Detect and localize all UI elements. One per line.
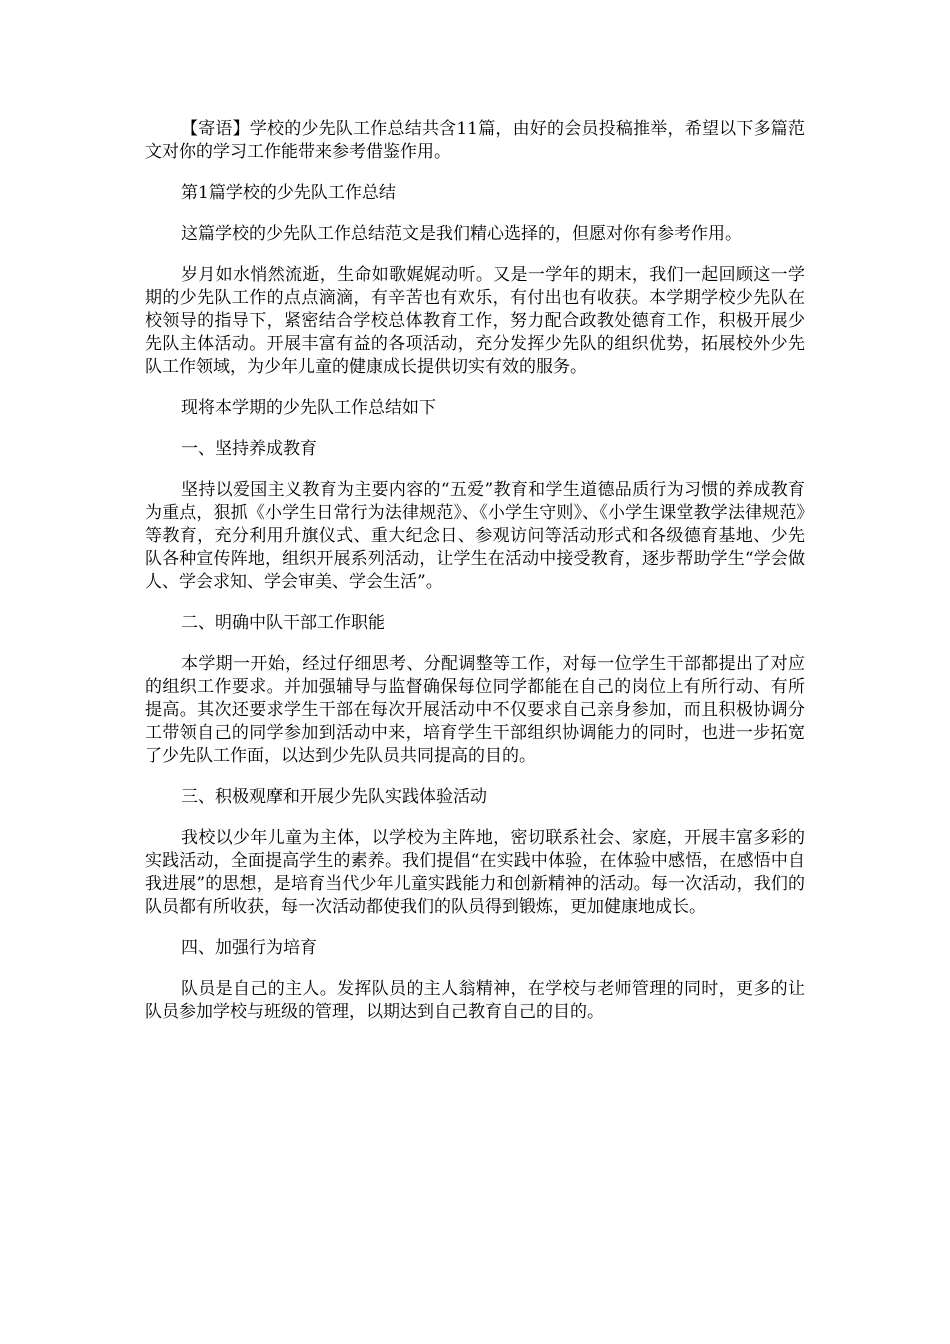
paragraph-1: 岁月如水悄然流逝，生命如歌娓娓动听。又是一学年的期末，我们一起回顾这一学期的少先队工作的点点滴滴，有辛苦也有欢乐，有付出也有收获。本学期学校少先队在校领导的指导下，紧密结合学校总体教育工作，努力配合政教处德育工作，积极开展少先队主体活动。开展丰富有益的各项活动，充分发挥少先队的组织优势，拓展校外少先队工作领域，为少年儿童的健康成长提供切实有效的服务。 bbox=[145, 265, 805, 377]
article-title: 第1篇学校的少先队工作总结 bbox=[181, 183, 396, 203]
paragraph-2: 现将本学期的少先队工作总结如下 bbox=[181, 398, 436, 418]
section-heading-2: 二、明确中队干部工作职能 bbox=[181, 613, 385, 633]
intro-paragraph: 【寄语】学校的少先队工作总结共含11篇，由好的会员投稿推举，希望以下多篇范文对你的学习工作能带来参考借鉴作用。 bbox=[145, 119, 805, 162]
section-heading-4: 四、加强行为培育 bbox=[181, 938, 317, 958]
paragraph-3: 坚持以爱国主义教育为主要内容的“五爱”教育和学生道德品质行为习惯的养成教育为重点，狠抓《小学生日常行为法律规范》、《小学生守则》、《小学生课堂教学法律规范》等教育，充分利用升旗仪式、重大纪念日、参观访问等活动形式和各级德育基地、少先队各种宣传阵地，组织开展系列活动，让学生在活动中接受教育，逐步帮助学生“学会做人、学会求知、学会审美、学会生活”。 bbox=[145, 480, 805, 592]
paragraph-5: 我校以少年儿童为主体，以学校为主阵地，密切联系社会、家庭，开展丰富多彩的实践活动，全面提高学生的素养。我们提倡“在实践中体验，在体验中感悟，在感悟中自我进展”的思想，是培育当代少年儿童实践能力和创新精神的活动。每一次活动，我们的队员都有所收获，每一次活动都使我们的队员得到锻炼，更加健康地成长。 bbox=[145, 828, 805, 917]
paragraph-4: 本学期一开始，经过仔细思考、分配调整等工作，对每一位学生干部都提出了对应的组织工作要求。并加强辅导与监督确保每位同学都能在自己的岗位上有所行动、有所提高。其次还要求学生干部在每次开展活动中不仅要求自己亲身参加，而且积极协调分工带领自己的同学参加到活动中来，培育学生干部组织协调能力的同时，也进一步拓宽了少先队工作面，以达到少先队员共同提高的目的。 bbox=[145, 654, 805, 766]
section-heading-3: 三、积极观摩和开展少先队实践体验活动 bbox=[181, 787, 487, 807]
section-heading-1: 一、坚持养成教育 bbox=[181, 439, 317, 459]
document-page bbox=[145, 118, 805, 1024]
paragraph-6: 队员是自己的主人。发挥队员的主人翁精神，在学校与老师管理的同时，更多的让队员参加学校与班级的管理，以期达到自己教育自己的目的。 bbox=[145, 979, 805, 1022]
note-paragraph: 这篇学校的少先队工作总结范文是我们精心选择的，但愿对你有参考作用。 bbox=[181, 224, 742, 244]
